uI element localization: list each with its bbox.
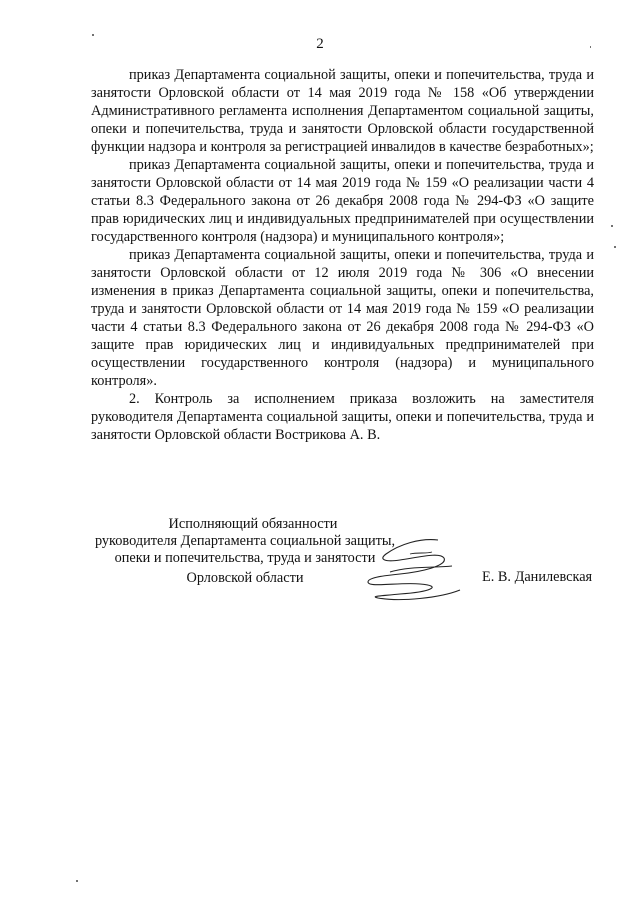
page-number: 2 — [316, 36, 324, 52]
document-body — [91, 66, 594, 444]
paragraph-order-306: приказ Департамента социальной защиты, опеки и попечительства, труда и занятости Орловской области от 12 июля 2019 года № 306 «О внесении изменения в приказ Департамента социальной защиты, опеки и попечительства, труда и занятости Орловской области от 14 мая 2019 года № 159 «О реализации части 4 статьи 8.3 Федерального закона от 26 декабря 2008 года № 294-ФЗ «О защите прав юридических лиц и индивидуальных предпринимателей при осуществлении государственного контроля (надзора) и муниципального контроля». — [91, 247, 594, 389]
scan-speck — [614, 246, 616, 248]
paragraph-control: 2. Контроль за исполнением приказа возложить на заместителя руководителя Департамента социальной защиты, опеки и попечительства, труда и занятости Орловской области Вострикова А. В. — [91, 391, 594, 443]
scan-speck — [76, 880, 78, 882]
signatory-line-3: опеки и попечительства, труда и занятости — [114, 550, 376, 566]
handwritten-signature — [360, 532, 480, 612]
paragraph-order-158: приказ Департамента социальной защиты, опеки и попечительства, труда и занятости Орловской области от 14 мая 2019 года № 158 «Об утверждении Административного регламента исполнения Департаментом социальной защиты, опеки и попечительства, труда и занятости Орловской области государственной функции надзора и контроля за регистрацией инвалидов в качестве безработных»; — [91, 67, 594, 155]
signatory-name: Е. В. Данилевская — [482, 569, 593, 585]
signatory-line-1: Исполняющий обязанности — [168, 516, 338, 532]
scan-speck — [611, 225, 613, 227]
paragraph-order-159: приказ Департамента социальной защиты, опеки и попечительства, труда и занятости Орловской области от 14 мая 2019 года № 159 «О реализации части 4 статьи 8.3 Федерального закона от 26 декабря 2008 года № 294-ФЗ «О защите прав юридических лиц и индивидуальных предпринимателей при осуществлении государственного контроля (надзора) и муниципального контроля»; — [91, 157, 594, 245]
scan-speck — [92, 34, 94, 36]
signatory-line-2: руководителя Департамента социальной защиты, — [94, 533, 396, 549]
scan-speck — [590, 46, 591, 48]
signatory-title — [90, 514, 400, 589]
signatory-line-4: Орловской области — [186, 570, 304, 586]
